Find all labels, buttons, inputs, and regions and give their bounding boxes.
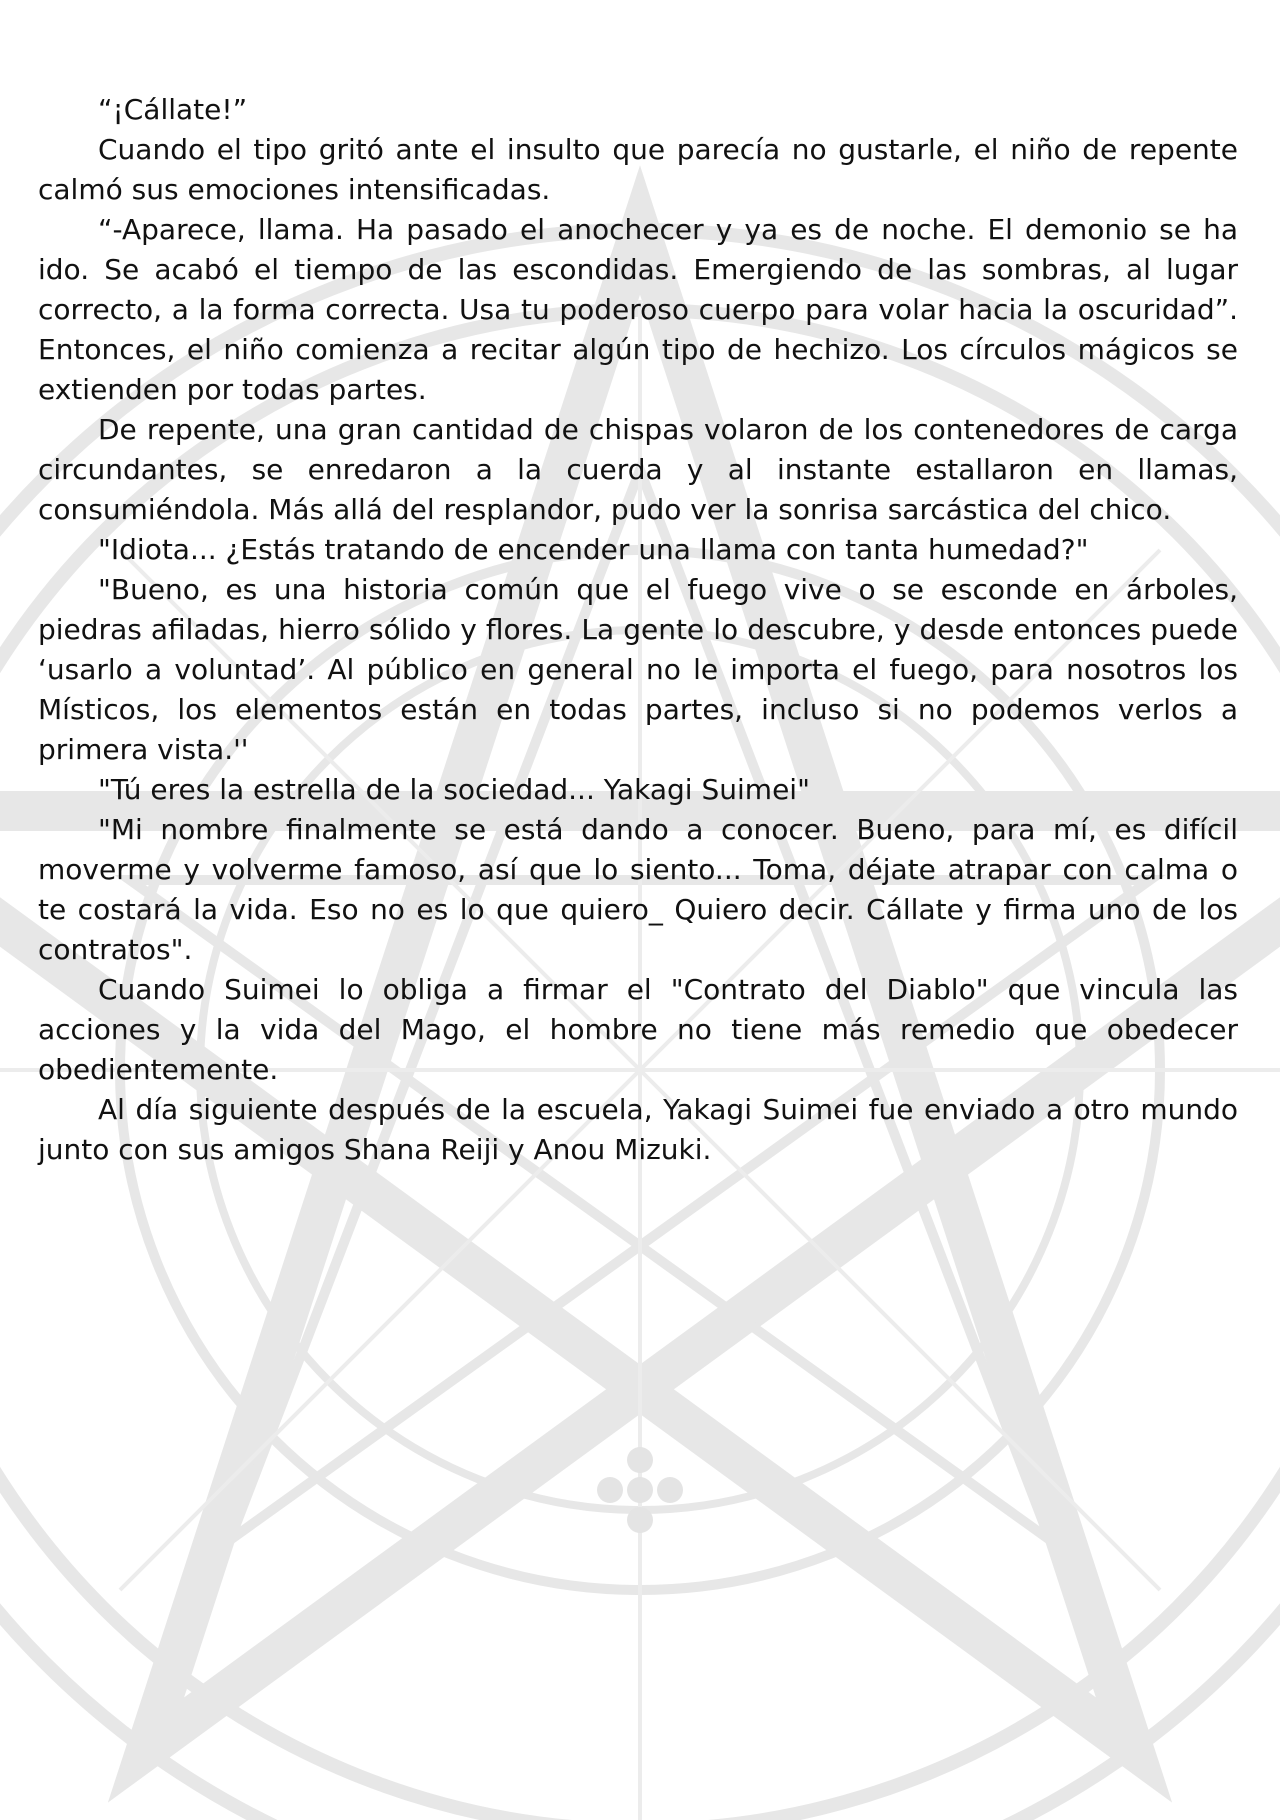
paragraph-2: Cuando el tipo gritó ante el insulto que parecía no gustarle, el niño de repente calmó sus emociones intensificadas.	[38, 133, 1238, 206]
paragraph-9: Cuando Suimei lo obliga a firmar el "Contrato del Diablo" que vincula las acciones y la vida del Mago, el hombre no tiene más remedio que obedecer obedientemente.	[38, 973, 1238, 1086]
paragraph-10: Al día siguiente después de la escuela, Yakagi Suimei fue enviado a otro mundo junto con sus amigos Shana Reiji y Anou Mizuki.	[38, 1093, 1238, 1166]
document-body	[38, 90, 1238, 1170]
paragraph-8: "Mi nombre finalmente se está dando a conocer. Bueno, para mí, es difícil moverme y volverme famoso, así que lo siento... Toma, déjate atrapar con calma o te costará la vida. Eso no es lo que quiero_ Quiero decir. Cállate y firma uno de los contratos".	[38, 813, 1238, 966]
paragraph-1: “¡Cállate!”	[98, 93, 248, 126]
paragraph-3: “-Aparece, llama. Ha pasado el anochecer y ya es de noche. El demonio se ha ido. Se acabó el tiempo de las escondidas. Emergiendo de las sombras, al lugar correcto, a la forma correcta. Usa tu poderoso cuerpo para volar hacia la oscuridad”. Entonces, el niño comienza a recitar algún tipo de hechizo. Los círculos mágicos se extienden por todas partes.	[38, 213, 1238, 406]
paragraph-4: De repente, una gran cantidad de chispas volaron de los contenedores de carga circundantes, se enredaron a la cuerda y al instante estallaron en llamas, consumiéndola. Más allá del resplandor, pudo ver la sonrisa sarcástica del chico.	[38, 413, 1238, 526]
paragraph-6: "Bueno, es una historia común que el fuego vive o se esconde en árboles, piedras afiladas, hierro sólido y flores. La gente lo descubre, y desde entonces puede ‘usarlo a voluntad’. Al público en general no le importa el fuego, para nosotros los Místicos, los elementos están en todas partes, incluso si no podemos verlos a primera vista.''	[38, 573, 1238, 766]
paragraph-7: "Tú eres la estrella de la sociedad... Yakagi Suimei"	[98, 773, 810, 806]
paragraph-5: "Idiota... ¿Estás tratando de encender una llama con tanta humedad?"	[98, 533, 1089, 566]
